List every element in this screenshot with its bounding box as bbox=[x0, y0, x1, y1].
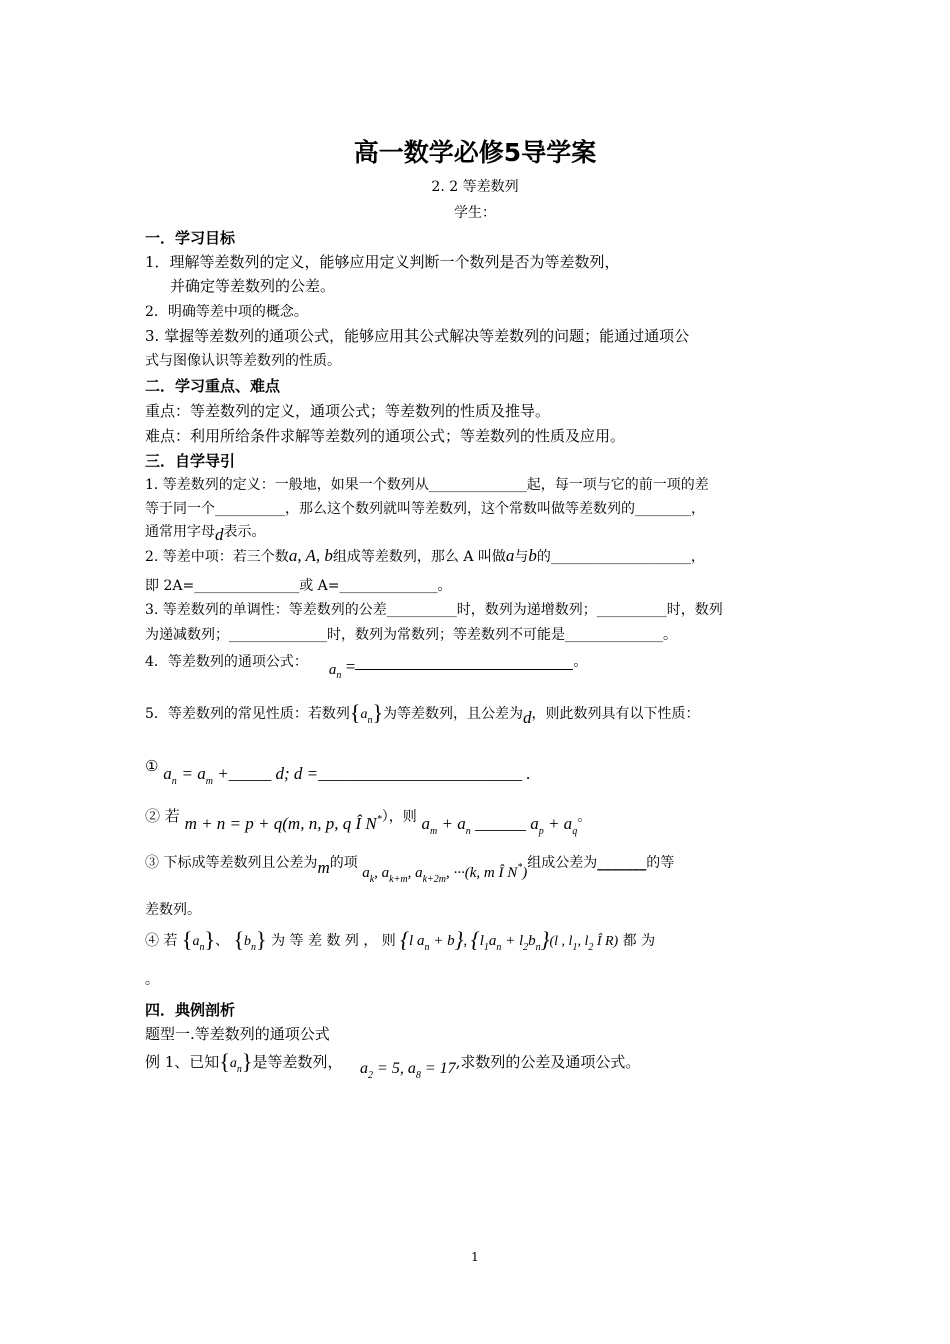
p2-expr: m + n = p + q(m, n, p, q Î N bbox=[184, 814, 377, 833]
p4-b-n: n bbox=[251, 942, 257, 953]
p3-c2: , a bbox=[407, 865, 423, 881]
p3-end1: 组成公差为 bbox=[527, 855, 598, 871]
page-title: 高一数学必修5导学案 bbox=[353, 138, 597, 167]
p1-num: ① bbox=[145, 757, 159, 775]
p2-then: ，则 bbox=[388, 809, 417, 825]
p2-m: m bbox=[429, 826, 438, 837]
property-1 bbox=[145, 756, 531, 792]
p3-blank: _______ bbox=[597, 855, 647, 871]
q1-text-a: 通常用字母 bbox=[145, 524, 215, 540]
p4-cond-s2: 2 bbox=[588, 942, 594, 953]
ex1-n: n bbox=[236, 1064, 242, 1075]
ex1-eq2: = 17 bbox=[424, 1060, 456, 1077]
section-4-heading: 四．典例剖析 bbox=[145, 1001, 236, 1019]
p2-n: n bbox=[465, 826, 471, 837]
p4-sep: 、 bbox=[215, 933, 230, 949]
p2-p: p bbox=[538, 826, 544, 837]
brace-close: } bbox=[372, 700, 384, 725]
ex1-text-a: 例 1、已知 bbox=[145, 1053, 220, 1071]
q1-line-3 bbox=[145, 522, 266, 545]
brace-open: { bbox=[349, 700, 361, 725]
p4-cond bbox=[549, 934, 619, 953]
p4-a: a bbox=[192, 934, 200, 949]
example-1 bbox=[145, 1049, 641, 1086]
p1-plus: + bbox=[217, 764, 229, 783]
p3-mid: 的项 bbox=[329, 855, 358, 871]
p3-k2m: k+2m bbox=[422, 874, 446, 885]
p3-m: m bbox=[317, 858, 330, 877]
section-1-heading: 一．学习目标 bbox=[145, 229, 236, 247]
p4-brace3-close: } bbox=[454, 927, 464, 952]
p3-km: k+m bbox=[389, 874, 408, 885]
q1-text-b: 表示。 bbox=[223, 524, 266, 540]
p1-blank: _____ bbox=[228, 764, 272, 783]
q4-end: 。 bbox=[573, 654, 588, 670]
p4-e3n: n bbox=[496, 942, 502, 953]
p4-e3s2: 2 bbox=[523, 942, 529, 953]
property-4 bbox=[145, 927, 656, 958]
ex1-eq1: = 5, a bbox=[377, 1060, 416, 1077]
p2-blank: ______ bbox=[474, 814, 526, 833]
s1-line-5: 式与图像认识等差数列的性质。 bbox=[145, 353, 341, 369]
q2-text-c: 与 bbox=[514, 549, 529, 565]
p3-c1: , a bbox=[374, 865, 390, 881]
student-field: 学生： bbox=[454, 205, 496, 221]
q5-n: n bbox=[367, 715, 373, 726]
p4-e3s: 1 bbox=[483, 942, 489, 953]
property-3 bbox=[145, 853, 674, 890]
q2-text-d: 的____________________， bbox=[536, 549, 705, 565]
q4-n: n bbox=[336, 670, 342, 681]
p4-e1: l a bbox=[409, 933, 425, 949]
p4-e2: , bbox=[463, 933, 471, 949]
p1-an bbox=[163, 764, 177, 787]
ex1-a2: a bbox=[360, 1060, 369, 1077]
property-2 bbox=[145, 806, 591, 842]
p4-brace2-open: { bbox=[233, 927, 245, 952]
p1-end: . bbox=[526, 764, 531, 783]
q5-text-b: 为等差数列，且公差为 bbox=[383, 706, 524, 722]
q5-text-a: 5．等差数列的常见性质：若数列 bbox=[145, 706, 350, 722]
p3-end2: 的等 bbox=[646, 855, 675, 871]
q5-line bbox=[145, 700, 700, 731]
q1-line-1: 1. 等差数列的定义：一般地，如果一个数列从______________起，每一项与它的前一项的差 bbox=[145, 477, 709, 493]
d-symbol: d bbox=[215, 525, 224, 544]
type-1-label: 题型一.等差数列的通项公式 bbox=[145, 1025, 330, 1043]
q3-line-1: 3. 等差数列的单调性：等差数列的公差__________时，数列为递增数列；__________时，数列 bbox=[145, 602, 723, 618]
p4-e3dn: n bbox=[535, 942, 541, 953]
p4-e3: l bbox=[479, 933, 484, 949]
ex1-text-c: ,求数列的公差及通项公式。 bbox=[455, 1053, 641, 1071]
p1-n: n bbox=[171, 776, 177, 787]
p3-c3: , ···(k, m Î N bbox=[445, 865, 518, 881]
p4-expr bbox=[400, 927, 550, 953]
q4-eq: = bbox=[345, 657, 356, 676]
p4-brace1-open: { bbox=[181, 927, 193, 952]
s2-line-1: 重点：等差数列的定义，通项公式；等差数列的性质及推导。 bbox=[145, 402, 551, 420]
p4-brace1-close: } bbox=[204, 927, 216, 952]
s1-line-3: 2．明确等差中项的概念。 bbox=[145, 304, 308, 320]
p4-cond-b: , l bbox=[577, 934, 589, 949]
page-number: 1 bbox=[471, 1250, 479, 1264]
q2-text-b: 组成等差数列，那么 A 叫做 bbox=[332, 549, 506, 565]
ex1-sub8: 8 bbox=[415, 1070, 421, 1081]
p4-e1n: n bbox=[424, 942, 430, 953]
p4-brace2-close: } bbox=[256, 927, 267, 952]
ex1-sub2: 2 bbox=[368, 1070, 374, 1081]
p4-e3c: + l bbox=[501, 933, 524, 949]
p3-k: k bbox=[369, 874, 375, 885]
p4-e3d: b bbox=[528, 933, 536, 949]
s2-line-2: 难点：利用所给条件求解等差数列的通项公式；等差数列的性质及应用。 bbox=[145, 427, 626, 445]
q2-math-a: a bbox=[505, 546, 515, 565]
p4-e1b: + b bbox=[429, 933, 455, 949]
p1-blank2: ________________________ bbox=[318, 764, 523, 783]
p2-q: q bbox=[572, 826, 578, 837]
p3-c4: ) bbox=[522, 865, 528, 881]
q5-a: a bbox=[360, 707, 368, 722]
q3-line-2: 为递减数列；______________时，数列为常数列；等差数列不可能是______________。 bbox=[145, 627, 677, 643]
q2-math-aAb: a, A, b bbox=[288, 546, 333, 565]
p4-cond-a: (l , l bbox=[549, 934, 573, 949]
p2-expr-wrap bbox=[185, 814, 382, 833]
q2-math-b: b bbox=[528, 546, 537, 565]
ex1-brace-close: } bbox=[241, 1049, 253, 1074]
p3-num: ③ 下标成等差数列且公差为 bbox=[145, 855, 318, 871]
p4-mid: 为 等 差 数 列 ， 则 bbox=[271, 933, 396, 949]
p2-close: ） bbox=[381, 809, 389, 825]
p2-plus-a2: + a bbox=[547, 814, 573, 833]
property-4-line-2: 。 bbox=[145, 972, 159, 988]
p1-d-expr: d; d = bbox=[275, 764, 319, 783]
p2-a1: a bbox=[421, 814, 430, 833]
p4-b: b bbox=[244, 934, 252, 949]
q2-line-1 bbox=[145, 546, 705, 567]
p4-brace4-close: } bbox=[540, 927, 550, 952]
p4-brace3-open: { bbox=[400, 927, 410, 952]
q4-blank-line bbox=[355, 669, 573, 670]
p4-e3b: a bbox=[488, 933, 497, 949]
section-3-heading: 三．自学导引 bbox=[145, 452, 236, 470]
ex1-expr bbox=[360, 1060, 456, 1081]
section-2-heading: 二．学习重点、难点 bbox=[145, 377, 281, 395]
p3-seq bbox=[362, 862, 528, 885]
q5-d: d bbox=[523, 708, 532, 727]
p3-a1: a bbox=[362, 865, 370, 881]
ex1-a: a bbox=[229, 1056, 237, 1071]
p4-brace4-open: { bbox=[470, 927, 480, 952]
subtitle: 2. 2 等差数列 bbox=[431, 179, 519, 195]
p4-cond-c: Î R) bbox=[593, 934, 619, 949]
ex1-text-b: 是等差数列， bbox=[252, 1053, 343, 1071]
p2-sum bbox=[421, 814, 578, 837]
p1-eq-a: = a bbox=[181, 764, 206, 783]
p1-m: m bbox=[205, 776, 213, 787]
property-3-line-2: 差数列。 bbox=[145, 902, 201, 918]
p4-num: ④ 若 bbox=[145, 933, 178, 949]
q1-line-2: 等于同一个__________，那么这个数列就叫等差数列，这个常数叫做等差数列的________， bbox=[145, 501, 705, 517]
p1-am bbox=[181, 764, 531, 787]
p1-a: a bbox=[163, 764, 172, 783]
p2-num: ② 若 bbox=[145, 807, 180, 825]
q4-text: 4．等差数列的通项公式： bbox=[145, 654, 308, 670]
p2-star: * bbox=[376, 814, 382, 825]
p4-n: n bbox=[199, 942, 205, 953]
q4-line bbox=[145, 652, 587, 686]
s1-line-4: 3. 掌握等差数列的通项公式，能够应用其公式解决等差数列的问题；能通过通项公 bbox=[145, 327, 690, 345]
q2-text-a: 2. 等差中项：若三个数 bbox=[145, 549, 289, 565]
ex1-brace-open: { bbox=[219, 1049, 230, 1074]
p4-end: 都 为 bbox=[622, 933, 656, 949]
p2-plus-a: + a bbox=[441, 814, 466, 833]
q4-a: a bbox=[328, 662, 337, 678]
p2-end: 。 bbox=[577, 809, 592, 825]
p3-star: * bbox=[517, 862, 523, 873]
p2-a2: a bbox=[530, 814, 539, 833]
s1-line-2: 并确定等差数列的公差。 bbox=[170, 277, 336, 295]
q2-line-2: 即 2A=_______________或 A=______________。 bbox=[145, 578, 452, 594]
s1-line-1: 1．理解等差数列的定义，能够应用定义判断一个数列是否为等差数列， bbox=[145, 253, 620, 271]
q5-text-c: ，则此数列具有以下性质： bbox=[531, 706, 700, 722]
p4-cond-s1: 1 bbox=[572, 942, 578, 953]
